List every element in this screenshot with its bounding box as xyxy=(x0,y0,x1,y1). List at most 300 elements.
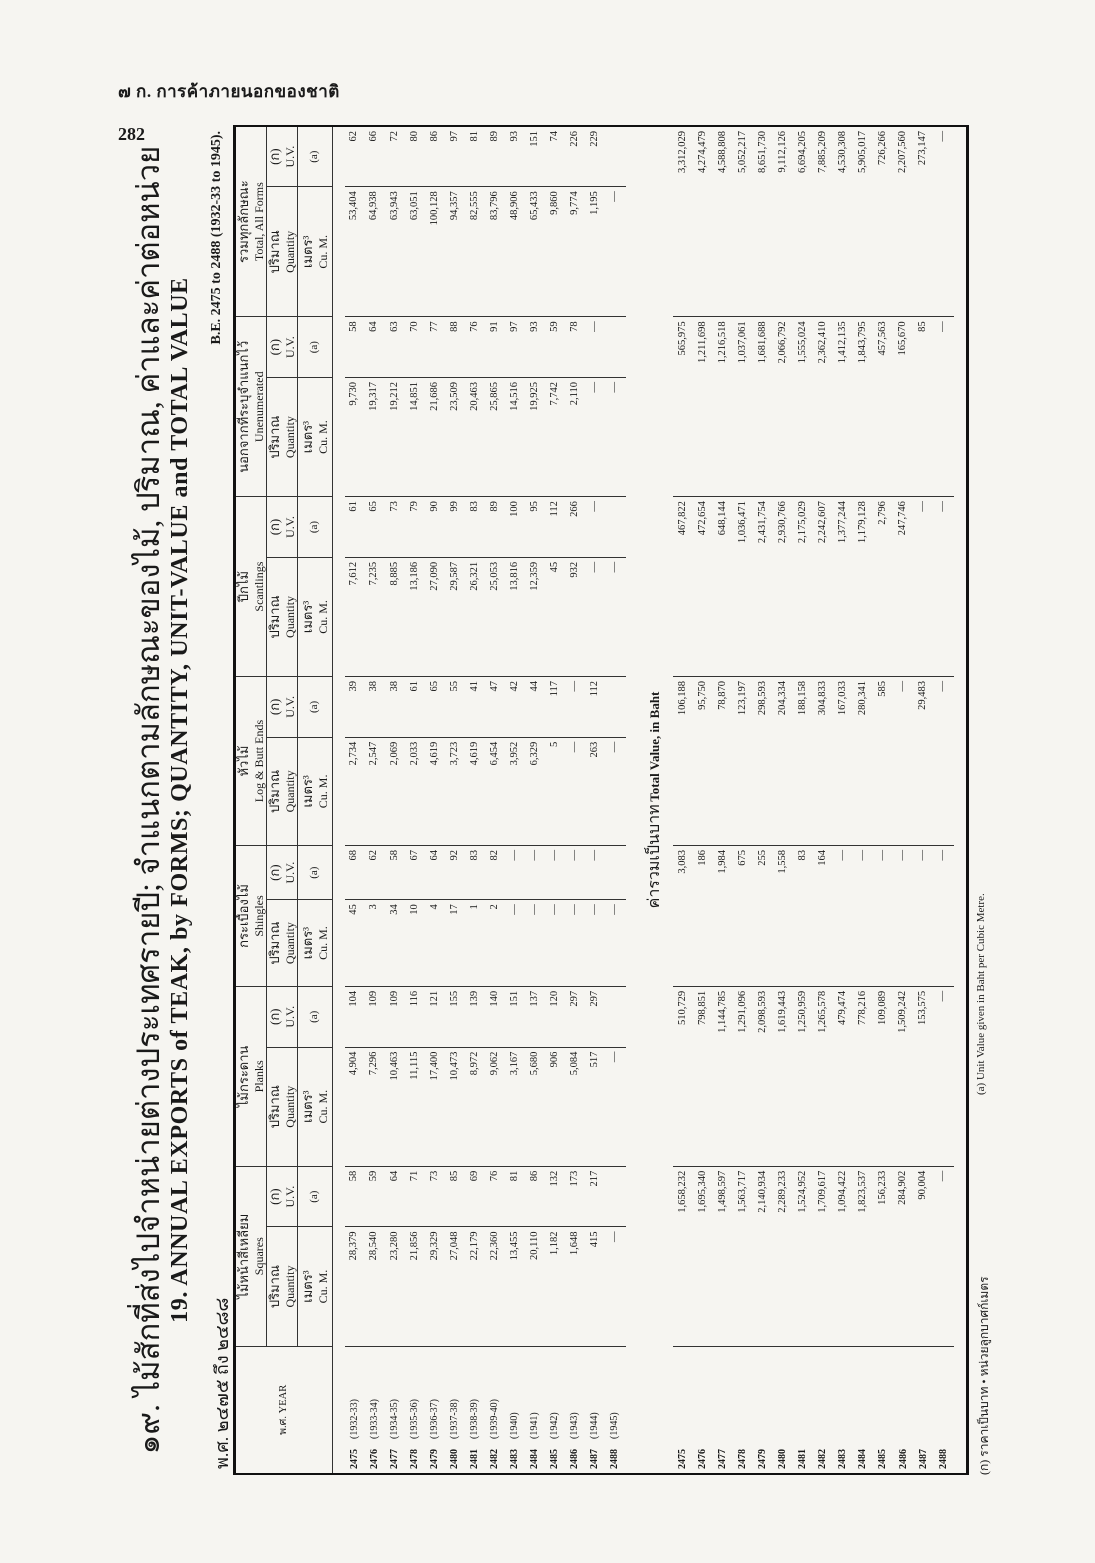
quantity-unit xyxy=(297,900,332,987)
value-row xyxy=(793,126,813,1474)
year-be: 2476 xyxy=(696,1449,708,1469)
year-cell xyxy=(585,1346,605,1474)
total-value-cell: 2,207,560 xyxy=(893,126,913,317)
total-value-cell: 565,975 xyxy=(673,317,693,497)
unit-value-header-th: (ก) xyxy=(266,1188,282,1205)
quantity-cell: 906 xyxy=(545,1047,565,1166)
total-value-cell: 1,498,597 xyxy=(713,1166,733,1346)
year-be: 2482 xyxy=(489,1449,501,1469)
year-cell xyxy=(385,1346,405,1474)
quantity-cell: 4,904 xyxy=(345,1047,365,1166)
spacer-cell xyxy=(332,126,344,1474)
value-row xyxy=(773,126,793,1474)
unit-value-cell: 39 xyxy=(345,677,365,738)
quantity-cell: 21,686 xyxy=(425,377,445,496)
unit-value-cell: 69 xyxy=(465,1166,485,1227)
quantity-cell: 45 xyxy=(345,900,365,987)
quantity-header-en: Quantity xyxy=(282,416,297,459)
year-be: 2488 xyxy=(609,1449,621,1469)
quantity-cell: 1 xyxy=(465,900,485,987)
unit-value-cell: 85 xyxy=(445,1166,465,1227)
quantity-cell: 83,796 xyxy=(485,187,505,317)
unit-value-cell: 61 xyxy=(345,497,365,558)
total-value-cell: 3,083 xyxy=(673,846,693,987)
quantity-cell: 29,329 xyxy=(425,1227,445,1346)
quantity-cell: 10,473 xyxy=(445,1047,465,1166)
quantity-cell: 94,357 xyxy=(445,187,465,317)
year-cell xyxy=(605,1346,625,1474)
quantity-cell: 63,051 xyxy=(405,187,425,317)
unit-value-cell: 82 xyxy=(485,846,505,900)
quantity-cell: — xyxy=(565,737,585,845)
unit-value-cell: 65 xyxy=(365,497,385,558)
teak-exports-table xyxy=(233,125,969,1475)
unit-value-cell xyxy=(605,126,625,187)
table-row xyxy=(525,126,545,1474)
quantity-cell: 9,062 xyxy=(485,1047,505,1166)
total-value-cell: — xyxy=(893,677,913,846)
unit-value-cell: 173 xyxy=(565,1166,585,1227)
quantity-unit-th: เมตร³ xyxy=(299,420,315,454)
quantity-cell: 5,680 xyxy=(525,1047,545,1166)
unit-value-header xyxy=(266,677,297,738)
quantity-cell: 1,195 xyxy=(585,187,605,317)
quantity-cell: 27,090 xyxy=(425,557,445,676)
unit-value-header-en: U.V. xyxy=(282,861,297,884)
unit-value-header-en: U.V. xyxy=(282,145,297,168)
year-header: พ.ศ. YEAR xyxy=(235,1346,333,1474)
quantity-header-th: ปริมาณ xyxy=(266,921,282,965)
total-value-cell: 5,905,017 xyxy=(853,126,873,317)
table-row xyxy=(545,126,565,1474)
group-header-unenumerated: นอกจากที่ระบุจำแนกไว้ Unenumerated xyxy=(235,317,267,497)
quantity-cell: 10,463 xyxy=(385,1047,405,1166)
year-ce: (1935-36) xyxy=(408,1399,420,1439)
year-ce: (1936-37) xyxy=(428,1399,440,1439)
quantity-cell: 11,115 xyxy=(405,1047,425,1166)
year-ce: (1938-39) xyxy=(469,1399,481,1439)
group-header-total: รวมทุกลักษณะ Total, All Forms xyxy=(235,126,267,317)
year-be: 2488 xyxy=(937,1449,949,1469)
unit-value-cell: 64 xyxy=(365,317,385,378)
quantity-header xyxy=(266,1227,297,1346)
total-value-cell: 1,984 xyxy=(713,846,733,987)
unit-value-cell: 109 xyxy=(385,986,405,1047)
unit-value-unit: (a) xyxy=(297,846,332,900)
total-value-cell: 1,843,795 xyxy=(853,317,873,497)
quantity-cell: — xyxy=(605,1047,625,1166)
quantity-cell: 64,938 xyxy=(365,187,385,317)
unit-value-unit: (a) xyxy=(297,986,332,1047)
quantity-cell: 4,619 xyxy=(465,737,485,845)
total-value-cell: 298,593 xyxy=(753,677,773,846)
unit-value-header-th: (ก) xyxy=(266,1008,282,1026)
unit-value-unit: (a) xyxy=(297,126,332,187)
group-header-squares: ไม้หน้าสี่เหลี่ยม Squares xyxy=(235,1166,267,1346)
footnote-english: (a) Unit Value given in Baht per Cubic Metre. xyxy=(975,893,987,1095)
year-be: 2479 xyxy=(757,1449,769,1469)
group-header-scantlings: ปีกไม้ Scantlings xyxy=(235,497,267,677)
year-ce: (1942) xyxy=(549,1412,561,1439)
quantity-cell: 3,167 xyxy=(505,1047,525,1166)
value-row xyxy=(693,126,713,1474)
unit-value-cell: 99 xyxy=(445,497,465,558)
total-value-cell: 83 xyxy=(793,846,813,987)
total-value-cell: 2,362,410 xyxy=(813,317,833,497)
unit-value-cell: — xyxy=(525,846,545,900)
unit-value-cell: 74 xyxy=(545,126,565,187)
quantity-cell: — xyxy=(605,377,625,496)
quantity-unit xyxy=(297,1227,332,1346)
table-row xyxy=(445,126,465,1474)
unit-value-cell: 151 xyxy=(505,986,525,1047)
year-cell xyxy=(914,1346,934,1474)
quantity-cell: 23,509 xyxy=(445,377,465,496)
year-cell xyxy=(465,1346,485,1474)
page-header: ๗ ก. การค้าภายนอกของชาติ xyxy=(118,82,340,101)
unit-value-cell: 217 xyxy=(585,1166,605,1227)
year-ce: (1944) xyxy=(589,1412,601,1439)
range-english: B.E. 2475 to 2488 (1932-33 to 1945). xyxy=(209,131,224,345)
unit-value-cell xyxy=(605,317,625,378)
unit-value-cell: 58 xyxy=(345,1166,365,1227)
title-english: 19. ANNUAL EXPORTS of TEAK, by FORMS; QUANTITY, UNIT-VALUE and TOTAL VALUE xyxy=(167,277,193,1323)
total-value-cell: 585 xyxy=(873,677,893,846)
total-value-cell: 2,175,029 xyxy=(793,497,813,677)
table-row xyxy=(425,126,445,1474)
unit-value-cell: 79 xyxy=(405,497,425,558)
group-header-row xyxy=(235,126,267,1474)
value-title-th: ค่ารวมเป็นบาท xyxy=(646,804,664,909)
unit-value-cell: 83 xyxy=(465,846,485,900)
total-value-cell: 167,033 xyxy=(833,677,853,846)
total-value-cell: 798,851 xyxy=(693,986,713,1166)
quantity-cell: 2,110 xyxy=(565,377,585,496)
quantity-cell: 7,742 xyxy=(545,377,565,496)
unit-value-cell: 151 xyxy=(525,126,545,187)
total-value-cell: 2,140,934 xyxy=(753,1166,773,1346)
quantity-cell: — xyxy=(605,557,625,676)
total-value-cell: 1,823,537 xyxy=(853,1166,873,1346)
spacer-row xyxy=(626,126,637,1474)
unit-value-cell: — xyxy=(565,677,585,738)
unit-value-cell: 62 xyxy=(345,126,365,187)
unit-value-cell: 72 xyxy=(385,126,405,187)
total-value-cell: — xyxy=(914,497,934,677)
year-ce: (1933-34) xyxy=(368,1399,380,1439)
unit-value-cell: 93 xyxy=(525,317,545,378)
quantity-unit-en: Cu. M. xyxy=(315,774,330,809)
quantity-cell: — xyxy=(585,900,605,987)
year-be: 2487 xyxy=(917,1449,929,1469)
quantity-unit-th: เมตร³ xyxy=(299,1090,315,1123)
total-value-cell: — xyxy=(934,677,954,846)
quantity-cell: 45 xyxy=(545,557,565,676)
year-ce: (1932-33) xyxy=(348,1399,360,1439)
quantity-cell: — xyxy=(605,900,625,987)
total-value-cell: 2,242,607 xyxy=(813,497,833,677)
year-be: 2480 xyxy=(777,1449,789,1469)
unit-value-cell: 88 xyxy=(445,317,465,378)
total-value-cell: 1,377,244 xyxy=(833,497,853,677)
table-row xyxy=(605,126,625,1474)
year-be: 2487 xyxy=(589,1449,601,1469)
total-value-cell: — xyxy=(934,846,954,987)
value-title-en: Total Value, in Baht xyxy=(647,691,663,802)
total-value-cell: 1,094,422 xyxy=(833,1166,853,1346)
quantity-cell: 53,404 xyxy=(345,187,365,317)
footnote-thai: (ก) ราคาเป็นบาท • หน่วยลูกบาศก์เมตร xyxy=(977,1276,991,1475)
unit-value-cell: 121 xyxy=(425,986,445,1047)
year-be: 2477 xyxy=(388,1449,400,1469)
quantity-unit-th: เมตร³ xyxy=(299,926,315,960)
total-value-cell: 1,211,698 xyxy=(693,317,713,497)
quantity-unit-en: Cu. M. xyxy=(315,926,330,960)
unit-value-cell: 83 xyxy=(465,497,485,558)
year-cell xyxy=(565,1346,585,1474)
total-value-cell: — xyxy=(934,986,954,1166)
total-value-cell: 510,729 xyxy=(673,986,693,1166)
year-ce: (1941) xyxy=(529,1412,541,1439)
table-row xyxy=(345,126,365,1474)
year-be: 2478 xyxy=(737,1449,749,1469)
unit-value-cell: 58 xyxy=(385,846,405,900)
unit-value-cell: 112 xyxy=(545,497,565,558)
year-ce: (1943) xyxy=(569,1412,581,1439)
quantity-cell: 2,033 xyxy=(405,737,425,845)
total-value-cell: 1,709,617 xyxy=(813,1166,833,1346)
quantity-header-en: Quantity xyxy=(282,1265,297,1308)
total-value-cell: 4,274,479 xyxy=(693,126,713,317)
unit-value-header xyxy=(266,317,297,378)
quantity-cell: 6,329 xyxy=(525,737,545,845)
quantity-cell: — xyxy=(585,377,605,496)
quantity-cell: 20,463 xyxy=(465,377,485,496)
total-value-cell: 2,098,593 xyxy=(753,986,773,1166)
quantity-unit xyxy=(297,557,332,676)
unit-value-cell: 86 xyxy=(425,126,445,187)
unit-value-cell: — xyxy=(585,317,605,378)
total-value-cell: 186 xyxy=(693,846,713,987)
year-cell xyxy=(365,1346,385,1474)
quantity-cell: 4,619 xyxy=(425,737,445,845)
quantity-cell: — xyxy=(605,737,625,845)
group-header-log-butt-ends: หัวไม้ Log & Butt Ends xyxy=(235,677,267,846)
quantity-header xyxy=(266,900,297,987)
unit-value-cell: 64 xyxy=(425,846,445,900)
quantity-cell: 2,734 xyxy=(345,737,365,845)
unit-value-cell: 67 xyxy=(405,846,425,900)
quantity-cell: 2,069 xyxy=(385,737,405,845)
year-be: 2486 xyxy=(897,1449,909,1469)
unit-value-cell: 97 xyxy=(445,126,465,187)
quantity-cell: 13,816 xyxy=(505,557,525,676)
unit-value-cell xyxy=(605,1166,625,1227)
unit-value-cell: 92 xyxy=(445,846,465,900)
quantity-cell: 22,179 xyxy=(465,1227,485,1346)
year-be: 2483 xyxy=(837,1449,849,1469)
quantity-cell: — xyxy=(565,900,585,987)
quantity-cell: 17,400 xyxy=(425,1047,445,1166)
unit-value-cell: 155 xyxy=(445,986,465,1047)
unit-value-cell: 90 xyxy=(425,497,445,558)
unit-value-cell: 117 xyxy=(545,677,565,738)
unit-value-header-en: U.V. xyxy=(282,1005,297,1028)
quantity-cell: 3,723 xyxy=(445,737,465,845)
unit-value-header-th: (ก) xyxy=(266,698,282,716)
year-cell xyxy=(345,1346,365,1474)
unit-value-cell: 64 xyxy=(385,1166,405,1227)
quantity-header xyxy=(266,187,297,317)
quantity-unit xyxy=(297,377,332,496)
quantity-unit xyxy=(297,1047,332,1166)
value-row xyxy=(813,126,833,1474)
quantity-cell: 7,235 xyxy=(365,557,385,676)
value-row xyxy=(753,126,773,1474)
total-value-cell: — xyxy=(833,846,853,987)
unit-value-cell: 38 xyxy=(385,677,405,738)
year-be: 2482 xyxy=(817,1449,829,1469)
value-row xyxy=(914,126,934,1474)
unit-value-cell: 80 xyxy=(405,126,425,187)
quantity-cell: — xyxy=(505,900,525,987)
quantity-cell: 100,128 xyxy=(425,187,445,317)
year-cell xyxy=(893,1346,913,1474)
quantity-header xyxy=(266,737,297,845)
total-value-cell: — xyxy=(934,317,954,497)
year-ce: (1939-40) xyxy=(489,1399,501,1439)
total-value-cell: 1,695,340 xyxy=(693,1166,713,1346)
total-value-cell: 95,750 xyxy=(693,677,713,846)
quantity-cell: — xyxy=(525,900,545,987)
total-value-cell: 1,412,135 xyxy=(833,317,853,497)
rotated-table-area xyxy=(115,125,991,1475)
unit-value-cell: 61 xyxy=(405,677,425,738)
total-value-cell: — xyxy=(853,846,873,987)
spacer-cell xyxy=(626,126,637,1474)
unit-value-cell: 76 xyxy=(485,1166,505,1227)
unit-value-cell: — xyxy=(585,846,605,900)
quantity-cell: 34 xyxy=(385,900,405,987)
year-cell xyxy=(485,1346,505,1474)
quantity-unit-en: Cu. M. xyxy=(315,234,330,269)
unit-value-cell: 132 xyxy=(545,1166,565,1227)
unit-value-unit: (a) xyxy=(297,497,332,558)
unit-value-cell: 47 xyxy=(485,677,505,738)
unit-value-cell: 70 xyxy=(405,317,425,378)
unit-value-cell: 95 xyxy=(525,497,545,558)
year-cell xyxy=(545,1346,565,1474)
unit-value-cell: 116 xyxy=(405,986,425,1047)
unit-value-cell: 266 xyxy=(565,497,585,558)
unit-value-cell: 86 xyxy=(525,1166,545,1227)
total-value-cell: 273,147 xyxy=(914,126,934,317)
total-value-cell: 123,197 xyxy=(733,677,753,846)
year-cell xyxy=(793,1346,813,1474)
year-be: 2478 xyxy=(408,1449,420,1469)
total-value-cell: — xyxy=(934,126,954,317)
year-cell xyxy=(405,1346,425,1474)
unit-value-header-th: (ก) xyxy=(266,338,282,356)
quantity-cell: 26,321 xyxy=(465,557,485,676)
year-be: 2485 xyxy=(549,1449,561,1469)
unit-value-cell: 59 xyxy=(545,317,565,378)
quantity-cell: 5,084 xyxy=(565,1047,585,1166)
quantity-header-th: ปริมาณ xyxy=(266,1264,282,1309)
value-row xyxy=(713,126,733,1474)
total-value-cell: 7,885,209 xyxy=(813,126,833,317)
total-value-cell: 5,052,217 xyxy=(733,126,753,317)
quantity-header-en: Quantity xyxy=(282,1085,297,1128)
total-value-cell: 472,654 xyxy=(693,497,713,677)
total-value-cell: 778,216 xyxy=(853,986,873,1166)
unit-value-header xyxy=(266,1166,297,1227)
total-value-cell: 78,870 xyxy=(713,677,733,846)
unit-value-cell: 89 xyxy=(485,497,505,558)
quantity-header-en: Quantity xyxy=(282,770,297,813)
unit-value-cell: 58 xyxy=(345,317,365,378)
table-row xyxy=(505,126,525,1474)
unit-value-cell: 91 xyxy=(485,317,505,378)
unit-value-cell: 73 xyxy=(425,1166,445,1227)
unit-value-header xyxy=(266,126,297,187)
unit-value-unit: (a) xyxy=(297,677,332,738)
unit-value-cell: 65 xyxy=(425,677,445,738)
total-value-cell: 90,004 xyxy=(914,1166,934,1346)
year-be: 2481 xyxy=(469,1449,481,1469)
total-value-cell: 1,524,952 xyxy=(793,1166,813,1346)
quantity-cell: 932 xyxy=(565,557,585,676)
quantity-cell: 14,516 xyxy=(505,377,525,496)
spacer-row xyxy=(954,126,968,1474)
unit-value-cell: 297 xyxy=(585,986,605,1047)
unit-value-cell xyxy=(605,846,625,900)
year-cell xyxy=(673,1346,693,1474)
value-row xyxy=(673,126,693,1474)
year-be: 2484 xyxy=(529,1449,541,1469)
total-value-cell: 1,291,096 xyxy=(733,986,753,1166)
sub-header-row xyxy=(266,126,297,1474)
unit-value-header xyxy=(266,497,297,558)
year-ce: (1945) xyxy=(609,1412,621,1439)
quantity-header-th: ปริมาณ xyxy=(266,1085,282,1129)
unit-value-cell: 38 xyxy=(365,677,385,738)
total-value-cell: 109,089 xyxy=(873,986,893,1166)
value-title-row xyxy=(637,126,673,1474)
value-row xyxy=(873,126,893,1474)
year-cell xyxy=(934,1346,954,1474)
quantity-cell: 27,048 xyxy=(445,1227,465,1346)
unit-value-header-en: U.V. xyxy=(282,695,297,718)
quantity-cell: 9,774 xyxy=(565,187,585,317)
quantity-unit-en: Cu. M. xyxy=(315,420,330,454)
unit-value-cell: 89 xyxy=(485,126,505,187)
quantity-cell: 1,182 xyxy=(545,1227,565,1346)
quantity-cell: 21,856 xyxy=(405,1227,425,1346)
year-ce: (1940) xyxy=(509,1412,521,1439)
total-value-cell: 2,431,754 xyxy=(753,497,773,677)
year-cell xyxy=(425,1346,445,1474)
unit-value-header-th: (ก) xyxy=(266,148,282,165)
quantity-cell: 3 xyxy=(365,900,385,987)
unit-value-cell: 120 xyxy=(545,986,565,1047)
unit-value-cell: 297 xyxy=(565,986,585,1047)
year-be: 2475 xyxy=(676,1449,688,1469)
total-value-cell: 1,036,471 xyxy=(733,497,753,677)
value-title-cell xyxy=(637,126,673,1474)
unit-value-cell: 97 xyxy=(505,317,525,378)
quantity-header xyxy=(266,557,297,676)
